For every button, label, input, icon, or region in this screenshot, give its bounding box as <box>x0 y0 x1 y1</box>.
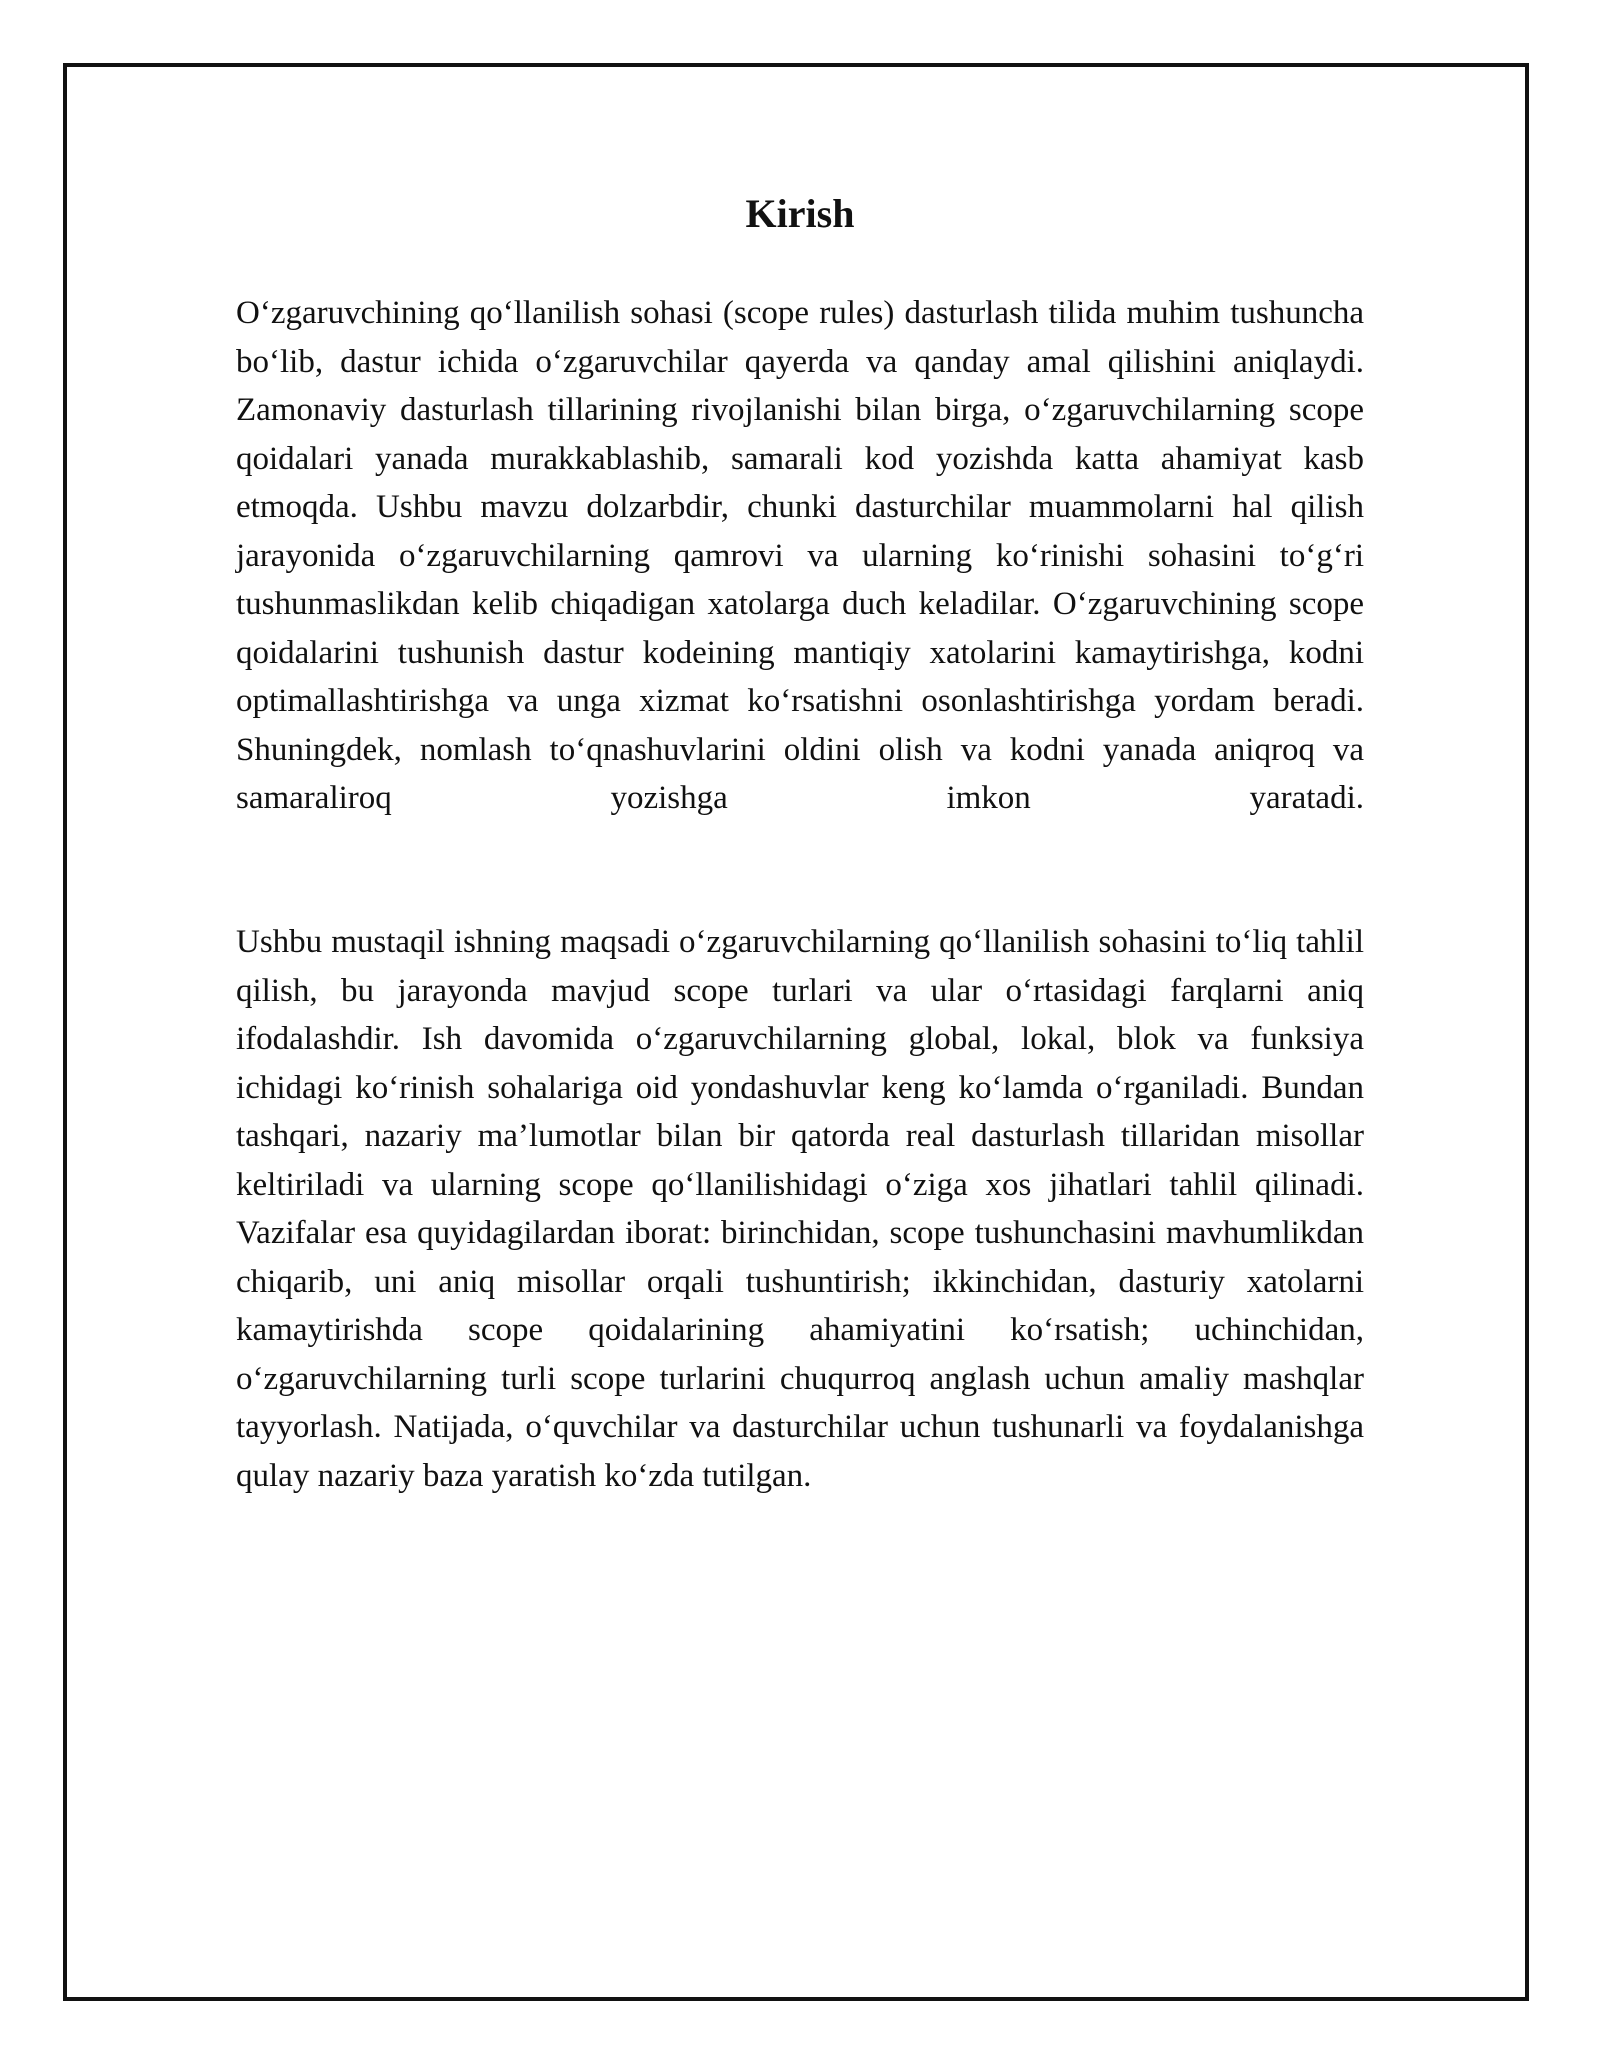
paragraph-introduction-relevance: O‘zgaruvchining qo‘llanilish sohasi (scope rules) dasturlash tilida muhim tushuncha bo‘lib, dastur ichida o‘zgaruvchilar qayerda va qanday amal qilishini aniqlaydi. Zamonaviy dasturlash tillarining rivojlanishi bilan birga, o‘zgaruvchilarning scope qoidalari yanada murakkablashib, samarali kod yozishda katta ahamiyat kasb etmoqda. Ushbu mavzu dolzarbdir, chunki dasturchilar muammolarni hal qilish jarayonida o‘zgaruvchilarning qamrovi va ularning ko‘rinishi sohasini to‘g‘ri tushunmaslikdan kelib chiqadigan xatolarga duch keladilar. O‘zgaruvchining scope qoidalarini tushunish dastur kodeining mantiqiy xatolarini kamaytirishga, kodni optimallashtirishga va unga xizmat ko‘rsatishni osonlashtirishga yordam beradi. Shuningdek, nomlash to‘qnashuvlarini oldini olish va kodni yanada aniqroq va samaraliroq yozishga imkon yaratadi. <box>236 295 1364 816</box>
document-title: Kirish <box>745 191 855 236</box>
paragraph-introduction-goals: Ushbu mustaqil ishning maqsadi o‘zgaruvchilarning qo‘llanilish sohasini to‘liq tahlil qilish, bu jarayonda mavjud scope turlari va ular o‘rtasidagi farqlarni aniq ifodalashdir. Ish davomida o‘zgaruvchilarning global, lokal, blok va funksiya ichidagi ko‘rinish sohalariga oid yondashuvlar keng ko‘lamda o‘rganiladi. Bundan tashqari, nazariy ma’lumotlar bilan bir qatorda real dasturlash tillaridan misollar keltiriladi va ularning scope qo‘llanilishidagi o‘ziga xos jihatlari tahlil qilinadi. Vazifalar esa quyidagilardan iborat: birinchidan, scope tushunchasini mavhumlikdan chiqarib, uni aniq misollar orqali tushuntirish; ikkinchidan, dasturiy xatolarni kamaytirishda scope qoidalarining ahamiyatini ko‘rsatish; uchinchidan, o‘zgaruvchilarning turli scope turlarini chuqurroq anglash uchun amaliy mashqlar tayyorlash. Natijada, o‘quvchilar va dasturchilar uchun tushunarli va foydalanishga qulay nazariy baza yaratish ko‘zda tutilgan. <box>236 924 1364 1494</box>
